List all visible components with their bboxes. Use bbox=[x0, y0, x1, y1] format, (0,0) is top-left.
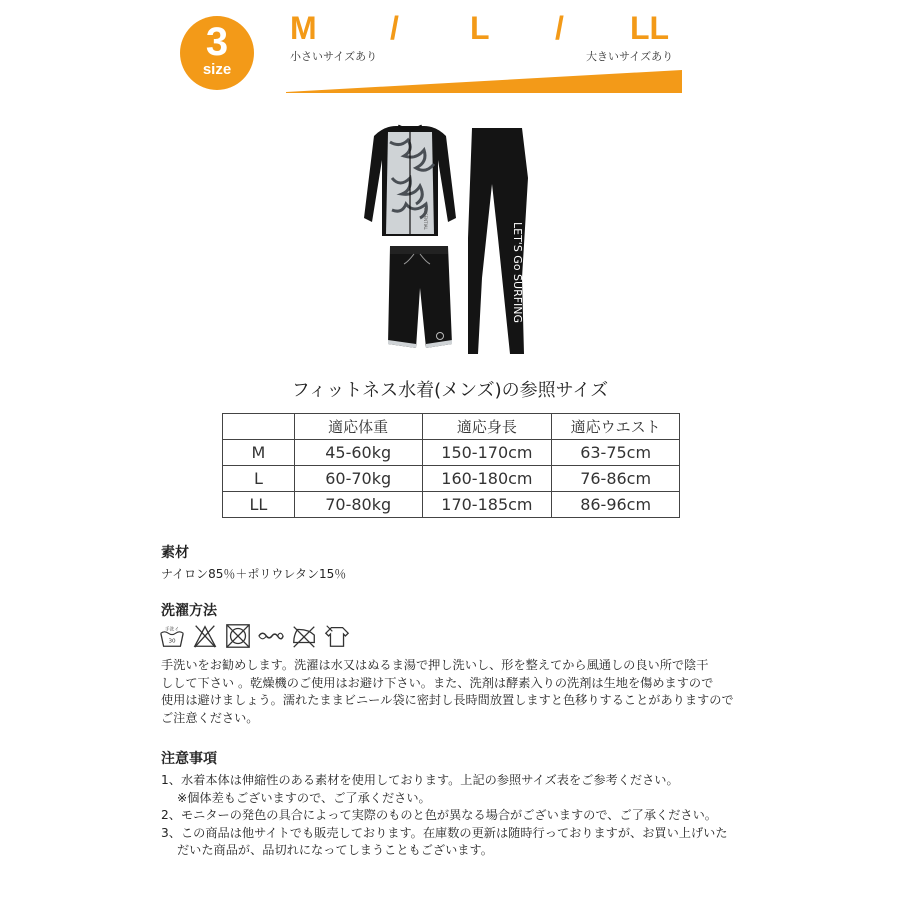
leggings bbox=[468, 128, 528, 354]
legging-print-text: LET'S Go SURFING bbox=[511, 222, 524, 324]
table-cell: 170-185cm bbox=[422, 492, 552, 518]
product-image bbox=[352, 118, 552, 358]
badge-number: 3 bbox=[205, 20, 229, 64]
table-cell: 86-96cm bbox=[552, 492, 680, 518]
svg-text:30: 30 bbox=[168, 638, 176, 645]
small-size-note: 小さいサイズあり bbox=[290, 50, 378, 63]
table-header-cell: 適応身長 bbox=[422, 414, 552, 440]
size-separator: / bbox=[390, 10, 399, 46]
no-bleach-icon bbox=[191, 622, 219, 650]
washing-line: しして下さい 。乾燥機のご使用はお避け下さい。また、洗剤は酵素入りの洗剤は生地を傷めますので bbox=[161, 675, 714, 690]
table-cell: 60-70kg bbox=[294, 466, 422, 492]
table-cell: LL bbox=[223, 492, 295, 518]
material-heading: 素材 bbox=[161, 545, 189, 561]
notes-list bbox=[161, 772, 761, 860]
washing-heading: 洗濯方法 bbox=[161, 603, 217, 619]
table-header-cell bbox=[223, 414, 295, 440]
washing-line: 使用は避けましょう。濡れたままビニール袋に密封し長時間放置しますと色移りすることがありますので bbox=[161, 693, 734, 707]
table-cell: M bbox=[223, 440, 295, 466]
care-icon-row bbox=[158, 622, 351, 652]
svg-text:手洗イ: 手洗イ bbox=[165, 627, 179, 633]
rash-guard-jacket bbox=[364, 126, 456, 236]
wring-gently-icon bbox=[257, 622, 285, 650]
table-cell: 63-75cm bbox=[552, 440, 680, 466]
large-size-note: 大きいサイズあり bbox=[586, 50, 674, 63]
hand-wash-30-icon bbox=[158, 622, 186, 650]
note-item: だいた商品が、品切れになってしまうこともございます。 bbox=[177, 843, 493, 857]
size-table-title: フィットネス水着(メンズ)の参照サイズ bbox=[291, 380, 609, 401]
svg-text:ESSENTIAL: ESSENTIAL bbox=[423, 208, 428, 230]
badge-word: size bbox=[202, 61, 232, 78]
washing-line: 手洗いをお勧めします。洗濯は水又はぬるま湯で押し洗いし、形を整えてから風通しの良い所で陰干 bbox=[161, 658, 709, 672]
table-header-cell: 適応体重 bbox=[294, 414, 422, 440]
hang-dry-shade-icon bbox=[323, 622, 351, 650]
size-label-m: M bbox=[290, 10, 317, 46]
note-item: 3、この商品は他サイトでも販売しております。在庫数の更新は随時行っておりますが、お買い上げいた bbox=[161, 825, 728, 840]
washing-line: ご注意ください。 bbox=[161, 710, 259, 725]
note-item: 1、水着本体は伸縮性のある素材を使用しております。上記の参照サイズ表をご参考ください。 bbox=[161, 773, 679, 787]
note-item: 2、モニターの発色の具合によって実際のものと色が異なる場合がございますので、ご了承ください。 bbox=[161, 808, 717, 822]
size-table bbox=[222, 413, 680, 518]
washing-instructions bbox=[161, 657, 761, 727]
table-cell: L bbox=[223, 466, 295, 492]
table-row bbox=[223, 440, 680, 466]
notes-heading: 注意事項 bbox=[161, 751, 217, 767]
no-iron-icon bbox=[290, 622, 318, 650]
table-header-cell: 適応ウエスト bbox=[552, 414, 680, 440]
table-row bbox=[223, 466, 680, 492]
table-cell: 45-60kg bbox=[294, 440, 422, 466]
table-header-row bbox=[223, 414, 680, 440]
size-range-wedge bbox=[286, 68, 682, 94]
material-text: ナイロン85％＋ポリウレタン15％ bbox=[161, 567, 347, 581]
size-label-l: L bbox=[470, 10, 490, 46]
swim-shorts bbox=[388, 246, 452, 348]
no-tumble-dry-icon bbox=[224, 622, 252, 650]
note-item: ※個体差もございますので、ご了承ください。 bbox=[177, 790, 431, 805]
size-label-ll: LL bbox=[630, 10, 670, 46]
size-separator: / bbox=[555, 10, 564, 46]
table-cell: 70-80kg bbox=[294, 492, 422, 518]
table-row bbox=[223, 492, 680, 518]
table-cell: 150-170cm bbox=[422, 440, 552, 466]
size-count-badge bbox=[180, 16, 254, 90]
table-cell: 160-180cm bbox=[422, 466, 552, 492]
table-cell: 76-86cm bbox=[552, 466, 680, 492]
